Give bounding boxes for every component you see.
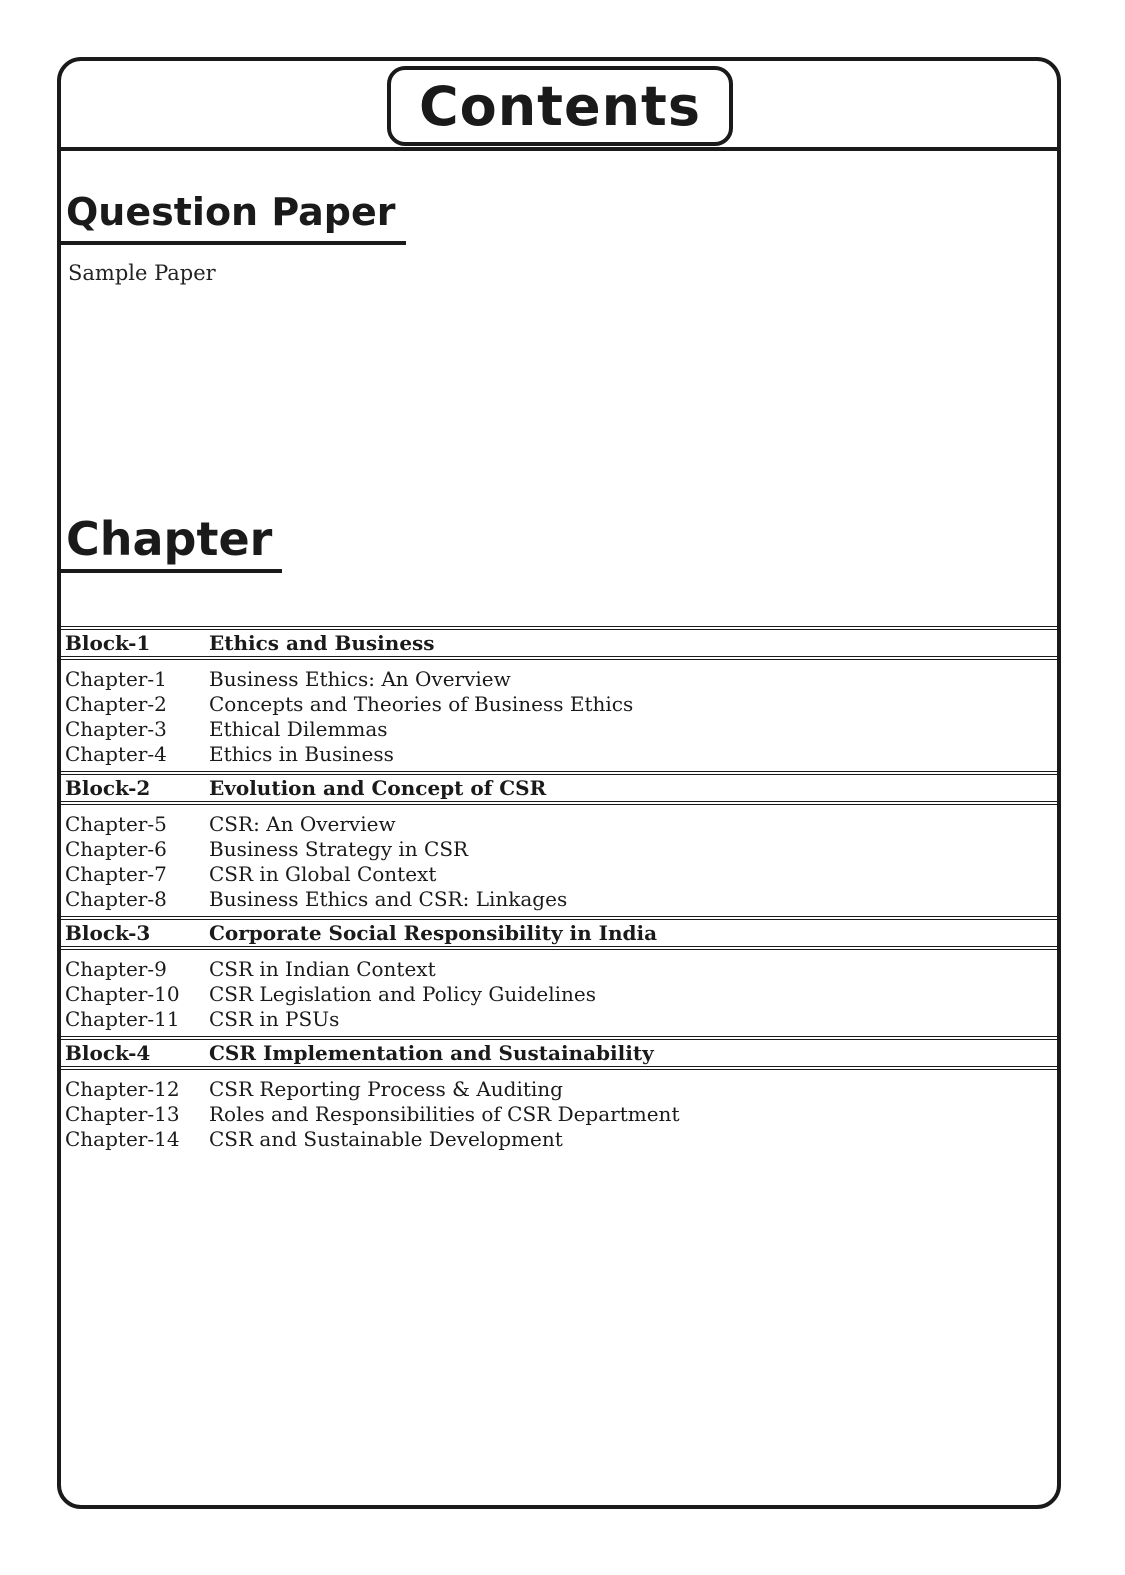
chapter-title: CSR in PSUs bbox=[209, 1007, 340, 1031]
chapter-row[interactable] bbox=[60, 667, 1058, 692]
chapter-title: Concepts and Theories of Business Ethics bbox=[209, 692, 634, 716]
chapter-number: Chapter-4 bbox=[65, 742, 167, 766]
sample-paper-link[interactable]: Sample Paper bbox=[68, 261, 216, 285]
chapter-number: Chapter-14 bbox=[65, 1127, 180, 1151]
chapter-title: Ethics in Business bbox=[209, 742, 394, 766]
chapter-underline bbox=[60, 569, 282, 573]
chapter-title: Roles and Responsibilities of CSR Department bbox=[209, 1102, 680, 1126]
header-divider bbox=[57, 147, 1061, 151]
table-of-contents bbox=[60, 626, 1058, 1156]
chapter-number: Chapter-10 bbox=[65, 982, 180, 1006]
block-header[interactable] bbox=[60, 771, 1058, 805]
chapter-row[interactable] bbox=[60, 1007, 1058, 1032]
chapter-title: CSR: An Overview bbox=[209, 812, 396, 836]
chapter-title: Ethical Dilemmas bbox=[209, 717, 388, 741]
block-title: Corporate Social Responsibility in India bbox=[209, 921, 658, 945]
chapter-heading: Chapter bbox=[66, 512, 273, 566]
chapter-row[interactable] bbox=[60, 742, 1058, 767]
chapter-row[interactable] bbox=[60, 1127, 1058, 1152]
chapter-title: Business Strategy in CSR bbox=[209, 837, 469, 861]
page-title: Contents bbox=[387, 66, 733, 146]
chapter-row[interactable] bbox=[60, 717, 1058, 742]
block-number: Block-4 bbox=[65, 1041, 151, 1065]
block-title: Evolution and Concept of CSR bbox=[209, 776, 547, 800]
block-4 bbox=[60, 1036, 1058, 1156]
block-number: Block-1 bbox=[65, 631, 151, 655]
block-title: Ethics and Business bbox=[209, 631, 435, 655]
chapter-title: CSR in Global Context bbox=[209, 862, 437, 886]
chapter-row[interactable] bbox=[60, 957, 1058, 982]
block-header[interactable] bbox=[60, 916, 1058, 950]
block-2 bbox=[60, 771, 1058, 916]
chapter-row[interactable] bbox=[60, 1102, 1058, 1127]
block-title: CSR Implementation and Sustainability bbox=[209, 1041, 654, 1065]
chapter-number: Chapter-5 bbox=[65, 812, 167, 836]
chapter-number: Chapter-13 bbox=[65, 1102, 180, 1126]
chapter-row[interactable] bbox=[60, 982, 1058, 1007]
chapter-row[interactable] bbox=[60, 887, 1058, 912]
chapter-row[interactable] bbox=[60, 812, 1058, 837]
chapter-row[interactable] bbox=[60, 692, 1058, 717]
block-number: Block-2 bbox=[65, 776, 151, 800]
chapter-number: Chapter-3 bbox=[65, 717, 167, 741]
chapter-row[interactable] bbox=[60, 1077, 1058, 1102]
chapter-title: CSR Legislation and Policy Guidelines bbox=[209, 982, 597, 1006]
chapter-number: Chapter-1 bbox=[65, 667, 167, 691]
block-3 bbox=[60, 916, 1058, 1036]
chapter-title: Business Ethics: An Overview bbox=[209, 667, 511, 691]
block-number: Block-3 bbox=[65, 921, 151, 945]
question-paper-underline bbox=[60, 241, 406, 245]
chapter-row[interactable] bbox=[60, 837, 1058, 862]
block-header[interactable] bbox=[60, 1036, 1058, 1070]
chapter-number: Chapter-11 bbox=[65, 1007, 180, 1031]
chapter-title: CSR Reporting Process & Auditing bbox=[209, 1077, 563, 1101]
chapter-number: Chapter-12 bbox=[65, 1077, 180, 1101]
chapter-number: Chapter-2 bbox=[65, 692, 167, 716]
block-header[interactable] bbox=[60, 626, 1058, 660]
chapter-title: CSR in Indian Context bbox=[209, 957, 436, 981]
chapter-title: CSR and Sustainable Development bbox=[209, 1127, 563, 1151]
chapter-number: Chapter-7 bbox=[65, 862, 167, 886]
question-paper-heading: Question Paper bbox=[66, 190, 396, 234]
chapter-number: Chapter-6 bbox=[65, 837, 167, 861]
chapter-number: Chapter-8 bbox=[65, 887, 167, 911]
chapter-row[interactable] bbox=[60, 862, 1058, 887]
chapter-title: Business Ethics and CSR: Linkages bbox=[209, 887, 568, 911]
block-1 bbox=[60, 626, 1058, 771]
chapter-number: Chapter-9 bbox=[65, 957, 167, 981]
